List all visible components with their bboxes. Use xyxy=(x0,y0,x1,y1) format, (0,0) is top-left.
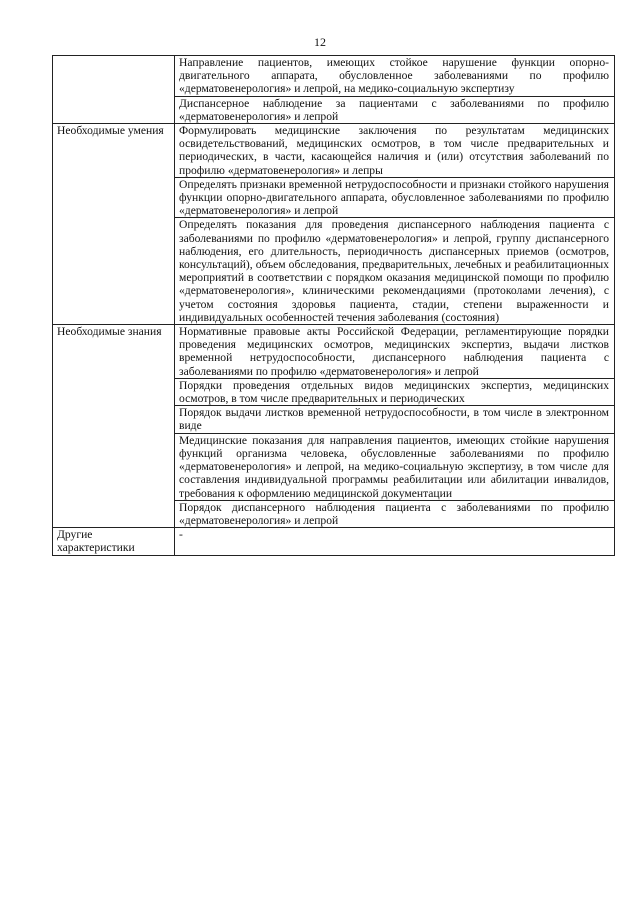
table-cell: Порядки проведения отдельных видов медицинских экспертиз, медицинских осмотров, в том числе предварительных и периодических xyxy=(175,378,615,405)
row-label: Другие характеристики xyxy=(57,528,135,555)
row-label-cell xyxy=(53,325,175,528)
table-cell: Медицинские показания для направления пациентов, имеющих стойкие нарушения функций организма человека, обусловленные заболеваниями по профилю «дерматовенерология» и лепрой, на медико-социальную экспертизу, в том числе для составления индивидуальной программы реабилитации или абилитации инвалидов, требования к оформлению медицинской документации xyxy=(175,433,615,500)
table-row xyxy=(53,325,615,379)
table-cell: Диспансерное наблюдение за пациентами с заболеваниями по профилю «дерматовенерология» и лепрой xyxy=(175,96,615,123)
table-cell: Направление пациентов, имеющих стойкое нарушение функции опорно-двигательного аппарата, обусловленное заболеваниями по профилю «дерматовенерология» и лепрой, на медико-социальную экспертизу xyxy=(175,56,615,97)
table-cell: Определять признаки временной нетрудоспособности и признаки стойкого нарушения функции опорно-двигательного аппарата, обусловленное заболеваниями по профилю «дерматовенерология» и лепрой xyxy=(175,177,615,218)
competency-table xyxy=(52,55,615,556)
table-cell: Формулировать медицинские заключения по результатам медицинских освидетельствований, медицинских осмотров, в том числе предварительных и периодических, в части, касающейся наличия и (или) отсутствия заболеваний по профилю «дерматовенерология» и лепры xyxy=(175,124,615,178)
row-label-cell xyxy=(53,124,175,325)
page-number: 12 xyxy=(314,35,326,49)
table-cell: Определять показания для проведения диспансерного наблюдения пациента с заболеваниями по профилю «дерматовенерология» и лепрой, группу диспансерного наблюдения, его длительность, периодичность диспансерных приемов (осмотров, консультаций), объем обследования, предварительных, лечебных и реабилитационных мероприятий в соответствии с порядком оказания медицинской помощи по профилю «дерматовенерология», клиническими рекомендациями (протоколами лечения), с учетом состояния здоровья пациента, стадии, степени выраженности и индивидуальных особенностей течения заболевания (состояния) xyxy=(175,218,615,325)
table-row xyxy=(53,124,615,178)
table-row xyxy=(53,56,615,97)
table-cell: Нормативные правовые акты Российской Федерации, регламентирующие порядки проведения медицинских осмотров, медицинских экспертиз, выдачи листков временной нетрудоспособности, диспансерного наблюдения пациента с заболеваниями по профилю «дерматовенерология» и лепрой xyxy=(175,325,615,379)
row-label-cell xyxy=(53,56,175,124)
table-row xyxy=(53,528,615,555)
row-label: Необходимые знания xyxy=(57,325,162,339)
row-label: Необходимые умения xyxy=(57,124,164,138)
row-label-cell xyxy=(53,528,175,555)
table-cell: Порядок диспансерного наблюдения пациента с заболеваниями по профилю «дерматовенерология» и лепрой xyxy=(175,500,615,527)
table-cell: - xyxy=(175,528,615,555)
table-cell: Порядок выдачи листков временной нетрудоспособности, в том числе в электронном виде xyxy=(175,406,615,433)
